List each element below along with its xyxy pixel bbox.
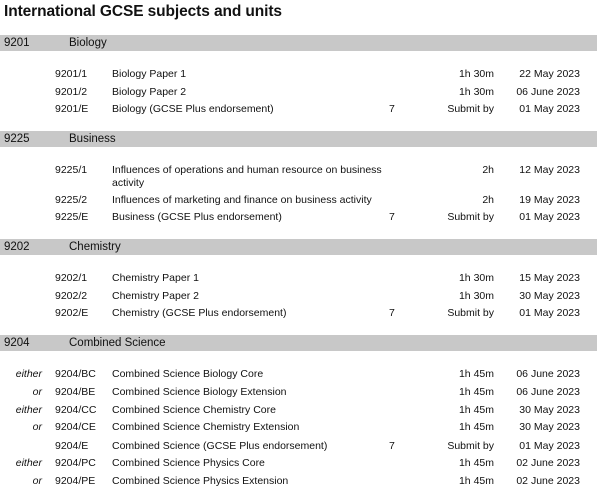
unit-duration: Submit by (447, 440, 494, 452)
unit-date: 22 May 2023 (519, 68, 580, 80)
unit-qualifier: either (15, 404, 42, 416)
unit-date: 12 May 2023 (519, 164, 580, 176)
unit-date: 01 May 2023 (519, 103, 580, 115)
unit-title: Combined Science (GCSE Plus endorsement) (112, 440, 328, 452)
unit-duration: 1h 45m (458, 475, 494, 487)
unit-qualifier: or (32, 475, 42, 487)
unit-title: Chemistry Paper 1 (112, 272, 199, 284)
unit-qualifier: or (32, 386, 42, 398)
unit-date: 01 May 2023 (519, 307, 580, 319)
subject-header-biology (0, 35, 597, 51)
unit-title: Combined Science Chemistry Extension (112, 421, 300, 433)
unit-code: 9201/1 (55, 68, 88, 80)
unit-code: 9201/E (55, 103, 89, 115)
unit-duration: 1h 30m (458, 272, 494, 284)
unit-duration: 2h (482, 194, 494, 206)
unit-code: 9204/BC (55, 368, 96, 380)
unit-credit: 7 (389, 440, 395, 452)
unit-date: 06 June 2023 (516, 368, 580, 380)
unit-duration: 1h 30m (458, 86, 494, 98)
unit-code: 9204/E (55, 440, 89, 452)
unit-code: 9204/PE (55, 475, 96, 487)
unit-title: Biology Paper 2 (112, 86, 187, 98)
unit-code: 9225/2 (55, 194, 88, 206)
unit-date: 02 June 2023 (516, 457, 580, 469)
unit-title: Chemistry Paper 2 (112, 290, 199, 302)
unit-credit: 7 (389, 211, 395, 223)
unit-credit: 7 (389, 103, 395, 115)
unit-code: 9204/PC (55, 457, 96, 469)
unit-credit: 7 (389, 307, 395, 319)
unit-date: 19 May 2023 (519, 194, 580, 206)
unit-date: 15 May 2023 (519, 272, 580, 284)
unit-duration: 1h 45m (458, 404, 494, 416)
unit-code: 9201/2 (55, 86, 88, 98)
unit-duration: Submit by (447, 307, 494, 319)
unit-title: Influences of marketing and finance on business activity (112, 194, 372, 206)
subject-name: Chemistry (69, 241, 121, 253)
subject-name: Combined Science (69, 337, 166, 349)
unit-duration: Submit by (447, 211, 494, 223)
page-title: International GCSE subjects and units (4, 3, 282, 20)
subject-header-combined-science (0, 335, 597, 351)
unit-qualifier: either (15, 368, 42, 380)
unit-code: 9225/1 (55, 164, 88, 176)
subject-code: 9204 (4, 337, 30, 349)
unit-title: Business (GCSE Plus endorsement) (112, 211, 282, 223)
unit-code: 9225/E (55, 211, 89, 223)
unit-date: 01 May 2023 (519, 211, 580, 223)
unit-date: 30 May 2023 (519, 421, 580, 433)
subject-code: 9201 (4, 37, 30, 49)
unit-title: Influences of operations and human resource on business activity (112, 164, 382, 189)
unit-duration: 1h 30m (458, 68, 494, 80)
subject-header-business (0, 131, 597, 147)
unit-duration: 1h 45m (458, 457, 494, 469)
unit-date: 02 June 2023 (516, 475, 580, 487)
unit-code: 9204/BE (55, 386, 96, 398)
unit-duration: 1h 45m (458, 386, 494, 398)
unit-title: Combined Science Chemistry Core (112, 404, 276, 416)
unit-date: 30 May 2023 (519, 404, 580, 416)
unit-title: Combined Science Physics Core (112, 457, 265, 469)
unit-title: Combined Science Physics Extension (112, 475, 289, 487)
unit-title: Biology (GCSE Plus endorsement) (112, 103, 274, 115)
unit-qualifier: either (15, 457, 42, 469)
unit-duration: Submit by (447, 103, 494, 115)
unit-duration: 1h 45m (458, 421, 494, 433)
subject-code: 9202 (4, 241, 30, 253)
unit-title: Combined Science Biology Core (112, 368, 264, 380)
unit-duration: 1h 45m (458, 368, 494, 380)
unit-duration: 2h (482, 164, 494, 176)
unit-code: 9202/2 (55, 290, 88, 302)
unit-qualifier: or (32, 421, 42, 433)
unit-title: Biology Paper 1 (112, 68, 187, 80)
unit-code: 9204/CC (55, 404, 97, 416)
unit-title: Chemistry (GCSE Plus endorsement) (112, 307, 287, 319)
subject-name: Business (69, 133, 116, 145)
subject-header-chemistry (0, 239, 597, 255)
unit-code: 9202/1 (55, 272, 88, 284)
unit-date: 06 June 2023 (516, 386, 580, 398)
unit-title: Combined Science Biology Extension (112, 386, 287, 398)
unit-duration: 1h 30m (458, 290, 494, 302)
unit-code: 9204/CE (55, 421, 96, 433)
unit-code: 9202/E (55, 307, 89, 319)
subject-name: Biology (69, 37, 107, 49)
unit-date: 06 June 2023 (516, 86, 580, 98)
subject-code: 9225 (4, 133, 30, 145)
unit-date: 30 May 2023 (519, 290, 580, 302)
unit-date: 01 May 2023 (519, 440, 580, 452)
